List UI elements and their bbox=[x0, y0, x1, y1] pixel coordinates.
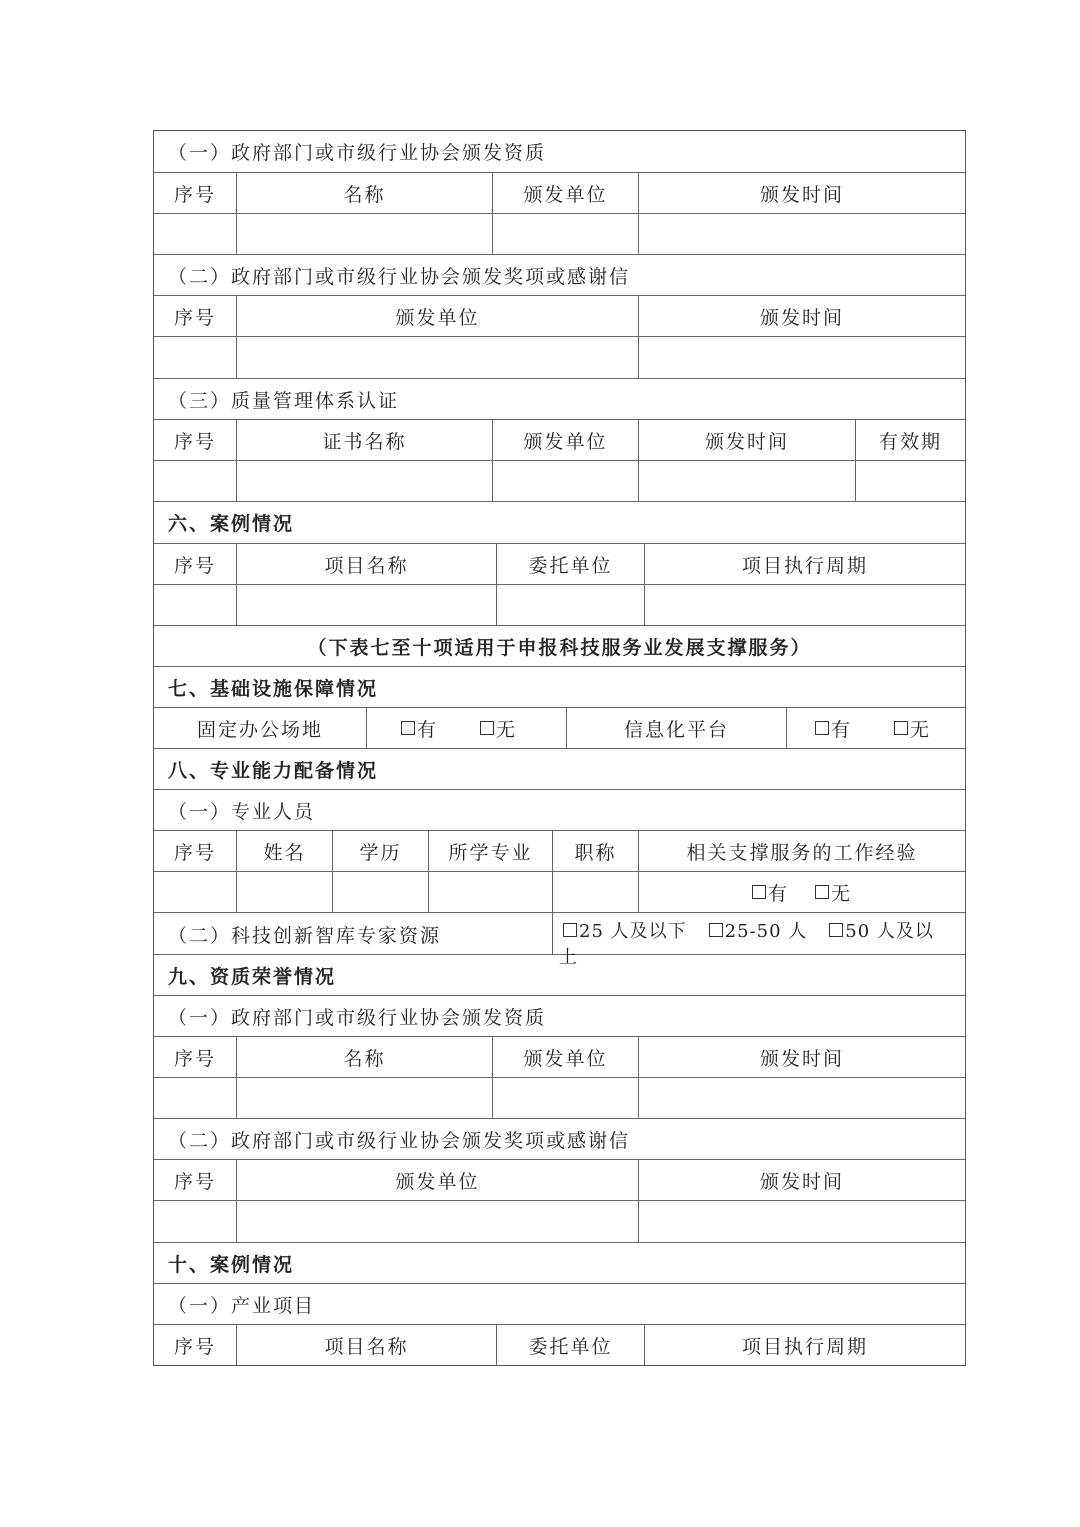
header-index: 序号 bbox=[173, 430, 216, 453]
header-name: 名称 bbox=[236, 173, 492, 213]
subsection-title: （一）政府部门或市级行业协会颁发资质 bbox=[168, 1006, 547, 1029]
table-header-row bbox=[154, 296, 965, 337]
header-issuer: 颁发单位 bbox=[492, 420, 638, 460]
section-heading-row bbox=[154, 667, 965, 708]
experience-yes-checkbox[interactable] bbox=[752, 879, 789, 906]
office-space-options bbox=[366, 708, 566, 748]
option-label: 无 bbox=[496, 718, 518, 741]
section-heading-row bbox=[154, 255, 965, 296]
table-row bbox=[154, 872, 965, 913]
issue-date-cell[interactable] bbox=[638, 337, 965, 378]
table-row bbox=[154, 461, 965, 502]
header-index: 序号 bbox=[173, 1047, 216, 1070]
header-title: 职称 bbox=[552, 831, 638, 871]
expert-count-options bbox=[552, 913, 965, 968]
table-row bbox=[154, 1201, 965, 1243]
client-cell[interactable] bbox=[496, 585, 644, 625]
index-cell[interactable] bbox=[154, 872, 236, 912]
expert-resource-row bbox=[154, 913, 965, 968]
option-label: 有 bbox=[767, 882, 789, 905]
header-issuer: 颁发单位 bbox=[236, 1160, 638, 1200]
person-name-cell[interactable] bbox=[236, 872, 332, 912]
issue-date-cell[interactable] bbox=[638, 1201, 965, 1242]
header-project-name: 项目名称 bbox=[236, 1325, 496, 1365]
name-cell[interactable] bbox=[236, 1078, 492, 1118]
section-heading-row bbox=[154, 502, 965, 544]
project-period-cell[interactable] bbox=[644, 585, 965, 625]
subsection-title: （一）政府部门或市级行业协会颁发资质 bbox=[168, 142, 547, 164]
table-row bbox=[154, 585, 965, 626]
name-cell[interactable] bbox=[236, 214, 492, 254]
section-title: 七、基础设施保障情况 bbox=[168, 677, 379, 700]
header-index: 序号 bbox=[173, 1170, 216, 1193]
section-title: 八、专业能力配备情况 bbox=[168, 759, 379, 782]
issuer-cell[interactable] bbox=[492, 214, 638, 254]
header-index: 序号 bbox=[173, 183, 216, 206]
expert-count-50-plus-checkbox[interactable] bbox=[829, 917, 934, 943]
certificate-name-cell[interactable] bbox=[236, 461, 492, 501]
subsection-title: （二）政府部门或市级行业协会颁发奖项或感谢信 bbox=[168, 265, 631, 288]
expert-count-25-50-checkbox[interactable] bbox=[709, 917, 808, 943]
expert-count-25-or-less-checkbox[interactable] bbox=[563, 917, 687, 943]
section-heading-row bbox=[154, 1119, 965, 1160]
header-issuer: 颁发单位 bbox=[492, 1037, 638, 1077]
header-issuer: 颁发单位 bbox=[236, 296, 638, 336]
table-header-row bbox=[154, 420, 965, 461]
office-yes-checkbox[interactable] bbox=[401, 715, 438, 742]
index-cell[interactable] bbox=[154, 585, 236, 625]
application-form-table bbox=[153, 130, 966, 1366]
issuer-cell[interactable] bbox=[492, 461, 638, 501]
table-header-row bbox=[154, 173, 965, 214]
header-project-period: 项目执行周期 bbox=[644, 1325, 965, 1365]
platform-yes-checkbox[interactable] bbox=[815, 715, 852, 742]
table-header-row bbox=[154, 831, 965, 872]
issuer-cell[interactable] bbox=[236, 337, 638, 378]
option-label-overflow: 上 bbox=[559, 947, 578, 968]
header-validity: 有效期 bbox=[855, 420, 965, 460]
section-heading-row bbox=[154, 790, 965, 831]
subsection-title: （一）专业人员 bbox=[168, 800, 316, 823]
table-header-row bbox=[154, 544, 965, 585]
section-title: 六、案例情况 bbox=[168, 513, 295, 535]
section-heading-row bbox=[154, 996, 965, 1037]
subsection-title: （二）政府部门或市级行业协会颁发奖项或感谢信 bbox=[168, 1129, 631, 1152]
header-issue-date: 颁发时间 bbox=[638, 296, 965, 336]
header-certificate-name: 证书名称 bbox=[236, 420, 492, 460]
header-issue-date: 颁发时间 bbox=[638, 420, 855, 460]
header-project-name: 项目名称 bbox=[236, 544, 496, 584]
title-cell[interactable] bbox=[552, 872, 638, 912]
applicability-note: （下表七至十项适用于申报科技服务业发展支撑服务） bbox=[307, 636, 812, 659]
table-header-row bbox=[154, 1325, 965, 1365]
major-cell[interactable] bbox=[428, 872, 552, 912]
header-client: 委托单位 bbox=[496, 544, 644, 584]
section-heading-row bbox=[154, 379, 965, 420]
option-label: 有 bbox=[831, 718, 853, 741]
checkbox-icon bbox=[894, 721, 908, 735]
header-person-name: 姓名 bbox=[236, 831, 332, 871]
option-label: 无 bbox=[910, 718, 932, 741]
checkbox-icon bbox=[815, 885, 829, 899]
header-issue-date: 颁发时间 bbox=[638, 1160, 965, 1200]
checkbox-icon bbox=[829, 923, 843, 937]
option-label: 有 bbox=[417, 718, 439, 741]
header-issue-date: 颁发时间 bbox=[638, 1037, 965, 1077]
header-index: 序号 bbox=[173, 841, 216, 864]
subsection-title: （三）质量管理体系认证 bbox=[168, 389, 400, 412]
project-name-cell[interactable] bbox=[236, 585, 496, 625]
office-no-checkbox[interactable] bbox=[480, 715, 517, 742]
facility-row bbox=[154, 708, 965, 749]
section-heading-row bbox=[154, 1284, 965, 1325]
header-issue-date: 颁发时间 bbox=[638, 173, 965, 213]
education-cell[interactable] bbox=[332, 872, 428, 912]
it-platform-label: 信息化平台 bbox=[566, 708, 786, 748]
validity-cell[interactable] bbox=[855, 461, 965, 501]
checkbox-icon bbox=[752, 885, 766, 899]
option-label: 无 bbox=[831, 882, 853, 905]
section-title: 九、资质荣誉情况 bbox=[168, 965, 337, 988]
index-cell[interactable] bbox=[154, 1078, 236, 1118]
issue-date-cell[interactable] bbox=[638, 214, 965, 254]
experience-options bbox=[638, 872, 965, 912]
table-row bbox=[154, 214, 965, 255]
header-index: 序号 bbox=[173, 554, 216, 577]
issuer-cell[interactable] bbox=[492, 1078, 638, 1118]
option-label: 25-50 人 bbox=[724, 921, 808, 942]
header-name: 名称 bbox=[236, 1037, 492, 1077]
section-heading-row bbox=[154, 749, 965, 790]
header-education: 学历 bbox=[332, 831, 428, 871]
section-title: 十、案例情况 bbox=[168, 1253, 295, 1276]
issuer-cell[interactable] bbox=[236, 1201, 638, 1242]
section-heading-row bbox=[154, 1243, 965, 1284]
checkbox-icon bbox=[709, 923, 723, 937]
note-row bbox=[154, 626, 965, 667]
header-project-period: 项目执行周期 bbox=[644, 544, 965, 584]
office-space-label: 固定办公场地 bbox=[196, 718, 323, 741]
option-label: 50 人及以 bbox=[845, 921, 934, 942]
header-index: 序号 bbox=[173, 306, 216, 329]
checkbox-icon bbox=[815, 721, 829, 735]
issue-date-cell[interactable] bbox=[638, 1078, 965, 1118]
table-row bbox=[154, 1078, 965, 1119]
header-work-experience: 相关支撑服务的工作经验 bbox=[638, 831, 965, 871]
platform-no-checkbox[interactable] bbox=[894, 715, 931, 742]
index-cell[interactable] bbox=[154, 337, 236, 378]
checkbox-icon bbox=[563, 923, 577, 937]
index-cell[interactable] bbox=[154, 1201, 236, 1242]
header-major: 所学专业 bbox=[428, 831, 552, 871]
section-heading-row bbox=[154, 131, 965, 173]
header-issuer: 颁发单位 bbox=[492, 173, 638, 213]
subsection-title: （一）产业项目 bbox=[168, 1294, 316, 1317]
index-cell[interactable] bbox=[154, 214, 236, 254]
header-index: 序号 bbox=[173, 1335, 216, 1358]
index-cell[interactable] bbox=[154, 461, 236, 501]
table-header-row bbox=[154, 1037, 965, 1078]
header-client: 委托单位 bbox=[496, 1325, 644, 1365]
it-platform-options bbox=[786, 708, 965, 748]
expert-resource-label: （二）科技创新智库专家资源 bbox=[168, 925, 442, 947]
table-header-row bbox=[154, 1160, 965, 1201]
checkbox-icon bbox=[480, 721, 494, 735]
option-label: 25 人及以下 bbox=[579, 921, 687, 942]
issue-date-cell[interactable] bbox=[638, 461, 855, 501]
experience-no-checkbox[interactable] bbox=[815, 879, 852, 906]
table-row bbox=[154, 337, 965, 379]
checkbox-icon bbox=[401, 721, 415, 735]
section-heading-row bbox=[154, 955, 965, 996]
